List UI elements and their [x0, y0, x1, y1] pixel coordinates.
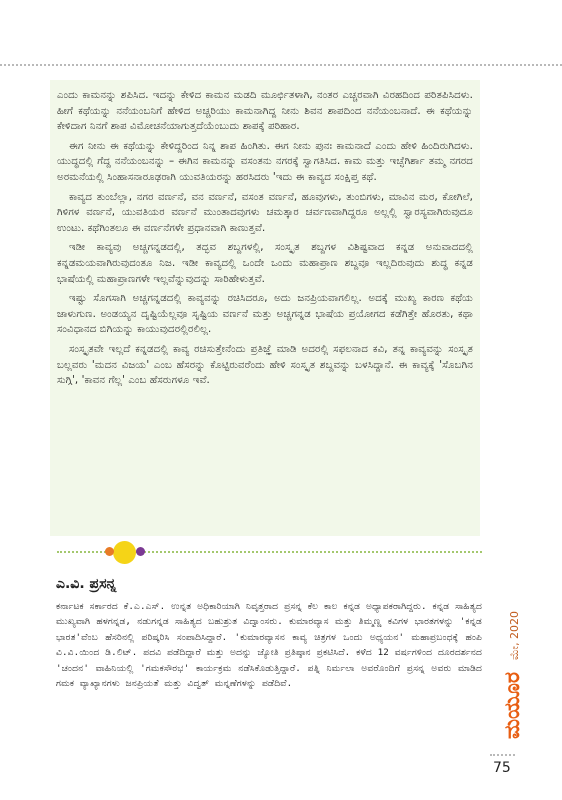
decorative-dot-purple — [136, 547, 145, 556]
page-number-rule — [490, 754, 515, 756]
decorative-dot-orange — [105, 547, 114, 556]
story-paragraph: ಎಂದು ಕಾಮನನ್ನು ಶಪಿಸಿದ. ಇದನ್ನು ಕೇಳಿದ ಕಾಮನ ಮಡದಿ ಮೂರ್ಛಿತಳಾಗಿ, ನಂತರ ಎಚ್ಚರವಾಗಿ ವಿರಹದಿಂದ ಪರಿತಪಿಸಿದಳು. ಹೀಗೆ ಕಥೆಯನ್ನು ನನೆಯಂಬನಿಗೆ ಹೇಳಿದ ಅಚ್ಚರಿಯು ಕಾಮನಾಗಿದ್ದ ನೀನು ಶಿವನ ಶಾಪದಿಂದ ನನೆಯಂಬನಾದೆ. ಈ ಕಥೆಯನ್ನು ಕೇಳಿದಾಗ ನಿನಗೆ ಶಾಪ ವಿಮೋಚನೆಯಾಗುತ್ತದೆಯೆಂಬುದು ಶಾಪಕ್ಕೆ ಪರಿಹಾರ. — [57, 90, 473, 133]
author-name-heading: ಎ.ವಿ. ಪ್ರಸನ್ನ — [56, 576, 117, 592]
story-paragraph: ಸಂಸ್ಕೃತವೇ ಇಲ್ಲದೆ ಕನ್ನಡದಲ್ಲಿ ಕಾವ್ಯ ರಚಿಸುತ್ತೇನೆಂದು ಪ್ರತಿಜ್ಞೆ ಮಾಡಿ ಅದರಲ್ಲಿ ಸಫಲನಾದ ಕವಿ, ತನ್ನ ಕಾವ್ಯವನ್ನು ಸಂಸ್ಕೃತ ಬಲ್ಲವರು 'ಮದನ ವಿಜಯ' ಎಂಬ ಹೆಸರನ್ನು ಕೊಟ್ಟಿರುವರೆಂದು ಹೇಳಿ ಸಂಸ್ಕೃತ ಶಬ್ದವನ್ನು ಬಳಸಿದ್ದಾನೆ. ಈ ಕಾವ್ಯಕ್ಕೆ 'ಸೊಬಗಿನ ಸುಗ್ಗಿ', 'ಕಾವನ ಗೆಲ್ಲ' ಎಂಬ ಹೆಸರುಗಳೂ ಇವೆ. — [57, 343, 473, 387]
story-paragraph: ಇಡೀ ಕಾವ್ಯವು ಅಚ್ಚಗನ್ನಡದಲ್ಲಿ, ತದ್ಭವ ಶಬ್ದಗಳಲ್ಲಿ, ಸಂಸ್ಕೃತ ಶಬ್ದಗಳ ವಿಶಿಷ್ಟವಾದ ಕನ್ನಡ ಅನುವಾದದಲ್ಲಿ ಕನ್ನಡಮಯವಾಗಿರುವುದಂತೂ ನಿಜ. ಇಡೀ ಕಾವ್ಯದಲ್ಲಿ ಒಂದೇ ಒಂದು ಮಹಾಪ್ರಾಣ ಶಬ್ದವೂ ಇಲ್ಲದಿರುವುದು ಶುದ್ಧ ಕನ್ನಡ ಭಾಷೆಯಲ್ಲಿ ಮಹಾಪ್ರಾಣಗಳೇ ಇಲ್ಲವೆನ್ನುವುದನ್ನು ಸಾರಿಹೇಳುತ್ತವೆ. — [57, 242, 473, 285]
magazine-logo: ಮಯೂರ — [500, 672, 524, 740]
decorative-dot-yellow — [113, 541, 136, 564]
story-panel — [50, 80, 480, 536]
author-bio-text: ಕರ್ನಾಟಕ ಸರ್ಕಾರದ ಕೆ.ಎ.ಎಸ್. ಉನ್ನತ ಅಧಿಕಾರಿಯಾಗಿ ನಿವೃತ್ತರಾದ ಪ್ರಸನ್ನ ಕೆಲ ಕಾಲ ಕನ್ನಡ ಅಧ್ಯಾಪಕರಾಗಿದ್ದರು. ಕನ್ನಡ ಸಾಹಿತ್ಯದ ಮುಖ್ಯವಾಗಿ ಹಳಗನ್ನಡ, ನಡುಗನ್ನಡ ಸಾಹಿತ್ಯದ ಬಹುಶ್ರುತ ವಿದ್ವಾಂಸರು. ಕುಮಾರವ್ಯಾಸ ಮತ್ತು ತಿಮ್ಮಣ್ಣ ಕವಿಗಳ ಭಾರತಗಳನ್ನು 'ಕನ್ನಡ ಭಾರತ'ವೆಂಬ ಹೆಸರಿನಲ್ಲಿ ಪರಿಷ್ಕರಿಸಿ ಸಂಪಾದಿಸಿದ್ದಾರೆ. 'ಕುಮಾರವ್ಯಾಸನ ಕಾವ್ಯ ಚಿತ್ರಗಳ ಒಂದು ಅಧ್ಯಯನ' ಮಹಾಪ್ರಬಂಧಕ್ಕೆ ಹಂಪಿ ವಿ.ವಿ.ಯಿಂದ ಡಿ.ಲಿಟ್. ಪದವಿ ಪಡೆದಿದ್ದಾರೆ ಮತ್ತು ಅದನ್ನು ಜ್ಯೋತಿ ಪ್ರತಿಷ್ಠಾನ ಪ್ರಕಟಿಸಿದೆ. ಕಳೆದ 12 ವರ್ಷಗಳಿಂದ ದೂರದರ್ಶನದ 'ಚಂದನ' ವಾಹಿನಿಯಲ್ಲಿ 'ಗಮಕಸೌರಭ' ಕಾರ್ಯಕ್ರಮ ನಡೆಸಿಕೊಡುತ್ತಿದ್ದಾರೆ. ಪತ್ನಿ ನಿರ್ಮಲಾ ಅವರೊಂದಿಗೆ ಪ್ರಸನ್ನ ಅವರು ಮಾಡಿದ ಗಮಕ ವ್ಯಾಖ್ಯಾನಗಳು ಜನಪ್ರಿಯತೆ ಮತ್ತು ವಿದ್ವತ್ ಮನ್ನಣೆಗಳನ್ನು ಪಡೆದಿವೆ. — [56, 601, 482, 690]
story-paragraph: ಈಗ ನೀನು ಈ ಕಥೆಯನ್ನು ಕೇಳಿದ್ದರಿಂದ ನಿನ್ನ ಶಾಪ ಹಿಂಗಿತು. ಈಗ ನೀನು ಪುನಃ ಕಾಮನಾದೆ ಎಂದು ಹೇಳಿ ಹಿಂದಿರುಗಿದಳು. ಯುದ್ಧದಲ್ಲಿ ಗೆದ್ದ ನನೆಯಂಬನನ್ನು – ಈಗಿನ ಕಾಮನನ್ನು ವಸಂತನು ನಗರಕ್ಕೆ ಸ್ವಾಗತಿಸಿದ. ಕಾಮ ಮತ್ತು ಇಚ್ಛೆಗಿರ್ಶಾ ತಮ್ಮ ನಗರದ ಅರಮನೆಯಲ್ಲಿ ಸಿಂಹಾಸನಾರೂಢರಾಗಿ ಯುವತಿಯರನ್ನು ಹರಸಿದರು 'ಇದು ಈ ಕಾವ್ಯದ ಸಂಕ್ಷಿಪ್ತ ಕಥೆ. — [57, 140, 473, 183]
story-paragraph: ಕಾವ್ಯದ ತುಂಬೆಲ್ಲಾ, ನಗರ ವರ್ಣನೆ, ವನ ವರ್ಣನೆ, ವಸಂತ ವರ್ಣನೆ, ಹೂವುಗಳು, ತುಂಬಿಗಳು, ಮಾವಿನ ಮರ, ಕೋಗಿಲೆ, ಗಿಳಿಗಳ ವರ್ಣನೆ, ಯುವತಿಯರ ವರ್ಣನೆ ಮುಂತಾದವುಗಳು ಚಮತ್ಕಾರ ಚರ್ವಣವಾಗಿದ್ದರೂ ಅಲ್ಲಲ್ಲಿ ಸ್ವಾರಸ್ಯವಾಗಿರುವುದೂ ಉಂಟು. ಕಥೆಗಿಂತಲೂ ಈ ವರ್ಣನೆಗಳೇ ಪ್ರಧಾನವಾಗಿ ಕಾಣುತ್ತವೆ. — [57, 191, 473, 234]
top-dotted-rule — [0, 64, 562, 66]
issue-date: ಮೇ, 2020 — [508, 610, 521, 660]
story-text — [57, 88, 473, 393]
story-paragraph: ಇಷ್ಟು ಸೊಗಸಾಗಿ ಅಚ್ಚಗನ್ನಡದಲ್ಲಿ ಕಾವ್ಯವನ್ನು ರಚಿಸಿದರೂ, ಅದು ಜನಪ್ರಿಯವಾಗಲಿಲ್ಲ. ಅದಕ್ಕೆ ಮುಖ್ಯ ಕಾರಣ ಕಥೆಯ ಜಾಳುಗುಣ. ಅಂಡಯ್ಯನ ದೃಷ್ಟಿಯೆಲ್ಲವೂ ಸೃಷ್ಟಿಯ ವರ್ಣನೆ ಮತ್ತು ಅಚ್ಚಗನ್ನಡ ಭಾಷೆಯ ಪ್ರಯೋಗದ ಕಡೆಗಿತ್ತೇ ಹೊರತು, ಕಥಾ ಸಂವಿಧಾನದ ಬಿಗಿಯನ್ನು ಕಾಯುವುದರಲ್ಲಿರಲಿಲ್ಲ. — [57, 293, 473, 336]
page-number: 75 — [493, 760, 511, 776]
author-bio — [56, 599, 482, 691]
